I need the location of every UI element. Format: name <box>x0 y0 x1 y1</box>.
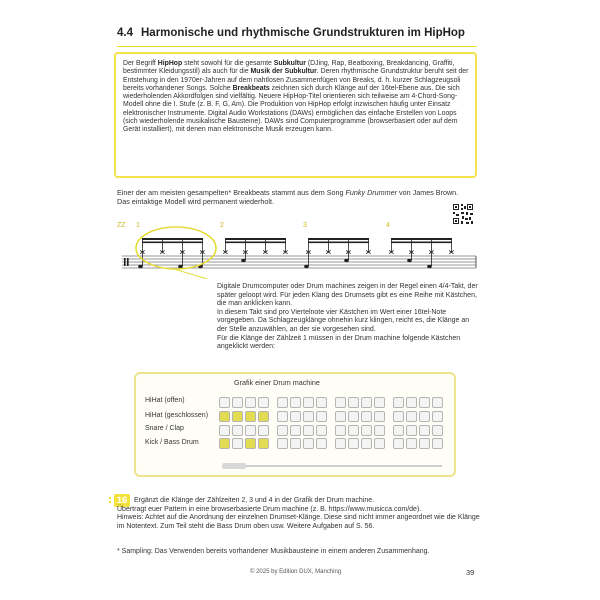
drum-step-cell[interactable] <box>361 411 372 422</box>
drum-step-cell[interactable] <box>316 425 327 436</box>
copyright: © 2025 by Edition DUX, Manching <box>250 569 342 575</box>
drum-step-cell[interactable] <box>335 411 346 422</box>
drum-step-cell[interactable] <box>245 425 256 436</box>
heading-rule <box>117 46 477 47</box>
drum-machine-title: Grafik einer Drum machine <box>234 378 320 387</box>
drum-step-cell[interactable] <box>277 438 288 449</box>
info-text-segment: Subkultur <box>273 60 306 67</box>
drum-step-cell[interactable] <box>219 425 230 436</box>
drum-step-cell[interactable] <box>258 397 269 408</box>
info-text-segment: Der Begriff <box>123 60 158 67</box>
drum-step-cell[interactable] <box>290 425 301 436</box>
drum-step-cell[interactable] <box>245 438 256 449</box>
drum-step-cell[interactable] <box>316 438 327 449</box>
drum-step-cell[interactable] <box>432 397 443 408</box>
info-box-text <box>123 60 473 135</box>
drum-step-cell[interactable] <box>316 397 327 408</box>
note-beam <box>225 238 286 240</box>
drum-step-cell[interactable] <box>374 397 385 408</box>
drum-machine-position-bar <box>220 462 444 470</box>
task-line-2: Übertragt euer Pattern in eine browserbasierte Drum machine (z. B. https://www.musicca.com/de). <box>117 505 422 513</box>
note-beam <box>142 242 203 244</box>
drum-step-cell[interactable] <box>432 425 443 436</box>
footnote: * Sampling: Das Verwenden bereits vorhandener Musikbausteine in einem anderen Zusammenhang. <box>117 548 430 555</box>
beat-label-4: 4 <box>386 222 390 229</box>
drum-step-cell[interactable] <box>219 411 230 422</box>
drum-step-cell[interactable] <box>419 411 430 422</box>
info-text-segment: . Deren rhythmische Grundstruktur beruht seit der Entstehung in den 1970er-Jahren auf dem nahtlosen Zusammenfügen von Breaks, d. h. kurzer Schlagzeugsoli bereits vorhandener Songs. Solche <box>123 68 469 92</box>
beat-label-2: 2 <box>220 222 224 229</box>
drum-row-label-hihat-closed: HiHat (geschlossen) <box>145 412 209 419</box>
drum-step-cell[interactable] <box>406 438 417 449</box>
info-text-segment: Musik der Subkultur <box>250 68 317 76</box>
drum-step-cell[interactable] <box>432 411 443 422</box>
beat-label-1: 1 <box>136 222 140 229</box>
drum-row-label-kick: Kick / Bass Drum <box>145 439 199 446</box>
task-line-3: Hinweis: Achtet auf die Anordnung der einzelnen Drumset-Klänge. Diese sind nicht immer angeordnet wie die Klänge im Notentext. Zum Teil steht die Bass Drum oben usw. Weitere Aufgaben auf S. 56. <box>117 514 480 531</box>
drum-step-cell[interactable] <box>232 425 243 436</box>
section-title: Harmonische und rhythmische Grundstrukturen im HipHop <box>141 27 465 39</box>
explanation-paragraph-1: Digitale Drumcomputer oder Drum machines zeigen in der Regel einen 4/4-Takt, der später geloopt wird. Für jeden Klang des Drumsets gibt es eine Reihe mit Kästchen, die man anklicken kann. <box>217 283 478 308</box>
drum-row-label-snare: Snare / Clap <box>145 425 184 432</box>
drum-step-cell[interactable] <box>290 397 301 408</box>
drum-step-cell[interactable] <box>393 411 404 422</box>
drum-step-cell[interactable] <box>303 438 314 449</box>
drum-step-cell[interactable] <box>232 438 243 449</box>
drum-notes <box>138 238 453 268</box>
drum-step-cell[interactable] <box>406 425 417 436</box>
task-line-1: Ergänzt die Klänge der Zählzeiten 2, 3 und 4 in der Grafik der Drum machine. <box>134 497 375 504</box>
drum-step-cell[interactable] <box>361 438 372 449</box>
drum-step-cell[interactable] <box>419 397 430 408</box>
task-number-badge: 16 <box>114 494 130 507</box>
drum-step-cell[interactable] <box>361 425 372 436</box>
drum-step-cell[interactable] <box>277 411 288 422</box>
drum-step-cell[interactable] <box>258 425 269 436</box>
drum-step-cell[interactable] <box>348 425 359 436</box>
beat-label-3: 3 <box>303 222 307 229</box>
drum-step-cell[interactable] <box>219 397 230 408</box>
intro-part1: Einer der am meisten gesampelten* Breakbeats stammt aus dem Song <box>117 188 346 197</box>
drum-step-cell[interactable] <box>419 425 430 436</box>
drum-step-cell[interactable] <box>406 411 417 422</box>
info-text-segment: HipHop <box>157 60 183 67</box>
drum-step-cell[interactable] <box>303 397 314 408</box>
drum-step-cell[interactable] <box>277 425 288 436</box>
note-beam <box>308 238 369 240</box>
drum-step-cell[interactable] <box>290 411 301 422</box>
drum-step-cell[interactable] <box>393 397 404 408</box>
drum-step-cell[interactable] <box>258 411 269 422</box>
drum-step-cell[interactable] <box>290 438 301 449</box>
task-marker-icon <box>108 496 112 506</box>
drum-step-cell[interactable] <box>335 438 346 449</box>
drum-step-cell[interactable] <box>335 425 346 436</box>
drum-step-cell[interactable] <box>303 425 314 436</box>
drum-notation <box>114 219 480 279</box>
drum-step-cell[interactable] <box>374 438 385 449</box>
drum-step-cell[interactable] <box>258 438 269 449</box>
drum-step-cell[interactable] <box>303 411 314 422</box>
drum-step-cell[interactable] <box>316 411 327 422</box>
explanation-text <box>217 283 480 352</box>
info-text-segment: steht sowohl für die gesamte <box>182 60 274 67</box>
info-text-segment: Breakbeats <box>232 84 270 92</box>
section-number: 4.4 <box>117 27 133 39</box>
intro-text <box>117 188 477 206</box>
intro-line2: Das eintaktige Modell wird permanent wiederholt. <box>117 197 275 206</box>
drum-row-label-hihat-open: HiHat (offen) <box>145 397 185 404</box>
repeat-mark: ZZ <box>117 222 126 229</box>
explanation-paragraph-3: Für die Klänge der Zählzeit 1 müssen in der Drum machine folgende Kästchen angeklickt werden: <box>217 334 461 351</box>
note-beam <box>142 238 203 240</box>
drum-step-cell[interactable] <box>219 438 230 449</box>
drum-step-cell[interactable] <box>419 438 430 449</box>
info-box <box>114 52 477 178</box>
task-text <box>117 497 480 532</box>
drum-step-cell[interactable] <box>245 411 256 422</box>
drum-step-cell[interactable] <box>348 411 359 422</box>
drum-step-cell[interactable] <box>393 438 404 449</box>
info-text-segment: (DJing, Rap, Beatboxing, Breakdancing, Graffiti, bestimmter Kleidungsstil) als auch für die <box>123 60 455 76</box>
drum-step-cell[interactable] <box>432 438 443 449</box>
drum-step-cell[interactable] <box>374 425 385 436</box>
beat-one-highlight <box>136 227 216 269</box>
info-text-segment: zeichnen sich durch Klänge auf der 16tel-Ebene aus. Die sich wiederholenden Akkordfolgen sind vielfältig. Neuere HipHop-Titel orientieren sich teilweise am 4-Chord-Song-Modell ohne die I. Stufe (z. B. F, G, Am). Die Produktion von HipHop erfolgt inzwischen häufig unter Einsatz elektronischer Instrumente. Digital Audio Workstations (DAWs) ermöglichen das einfache Erstellen von Loops (sich wiederholende musikalische Bausteine). DAWs sind Computerprogramme (browserbasiert oder auf dem Gerät installiert), mit denen man elektronische Musik erzeugen kann. <box>123 84 460 134</box>
note-beam <box>308 242 369 244</box>
highlight-pointer <box>174 269 227 279</box>
intro-song-title: Funky Drummer <box>345 188 398 197</box>
intro-part2: von James Brown. <box>397 188 459 197</box>
page-number: 39 <box>466 568 475 577</box>
note-beam <box>225 242 286 244</box>
drum-step-cell[interactable] <box>245 397 256 408</box>
drum-step-cell[interactable] <box>348 397 359 408</box>
drum-step-cell[interactable] <box>277 397 288 408</box>
drum-step-cell[interactable] <box>393 425 404 436</box>
drum-step-cell[interactable] <box>361 397 372 408</box>
note-beam <box>391 242 452 244</box>
drum-step-cell[interactable] <box>335 397 346 408</box>
note-beam <box>391 238 452 240</box>
drum-step-cell[interactable] <box>374 411 385 422</box>
drum-step-cell[interactable] <box>406 397 417 408</box>
staff-lines <box>122 256 476 268</box>
section-heading <box>117 27 465 39</box>
explanation-paragraph-2: In diesem Takt sind pro Viertelnote vier Kästchen im Wert einer 16tel-Note vorgegeben. Da Schlagzeugklänge ohnehin kurz klingen, reicht es, die Klänge an der Stelle anzuwählen, an der sie vorgesehen sind. <box>217 308 470 333</box>
drum-step-cell[interactable] <box>232 397 243 408</box>
drum-step-cell[interactable] <box>348 438 359 449</box>
drum-step-cell[interactable] <box>232 411 243 422</box>
